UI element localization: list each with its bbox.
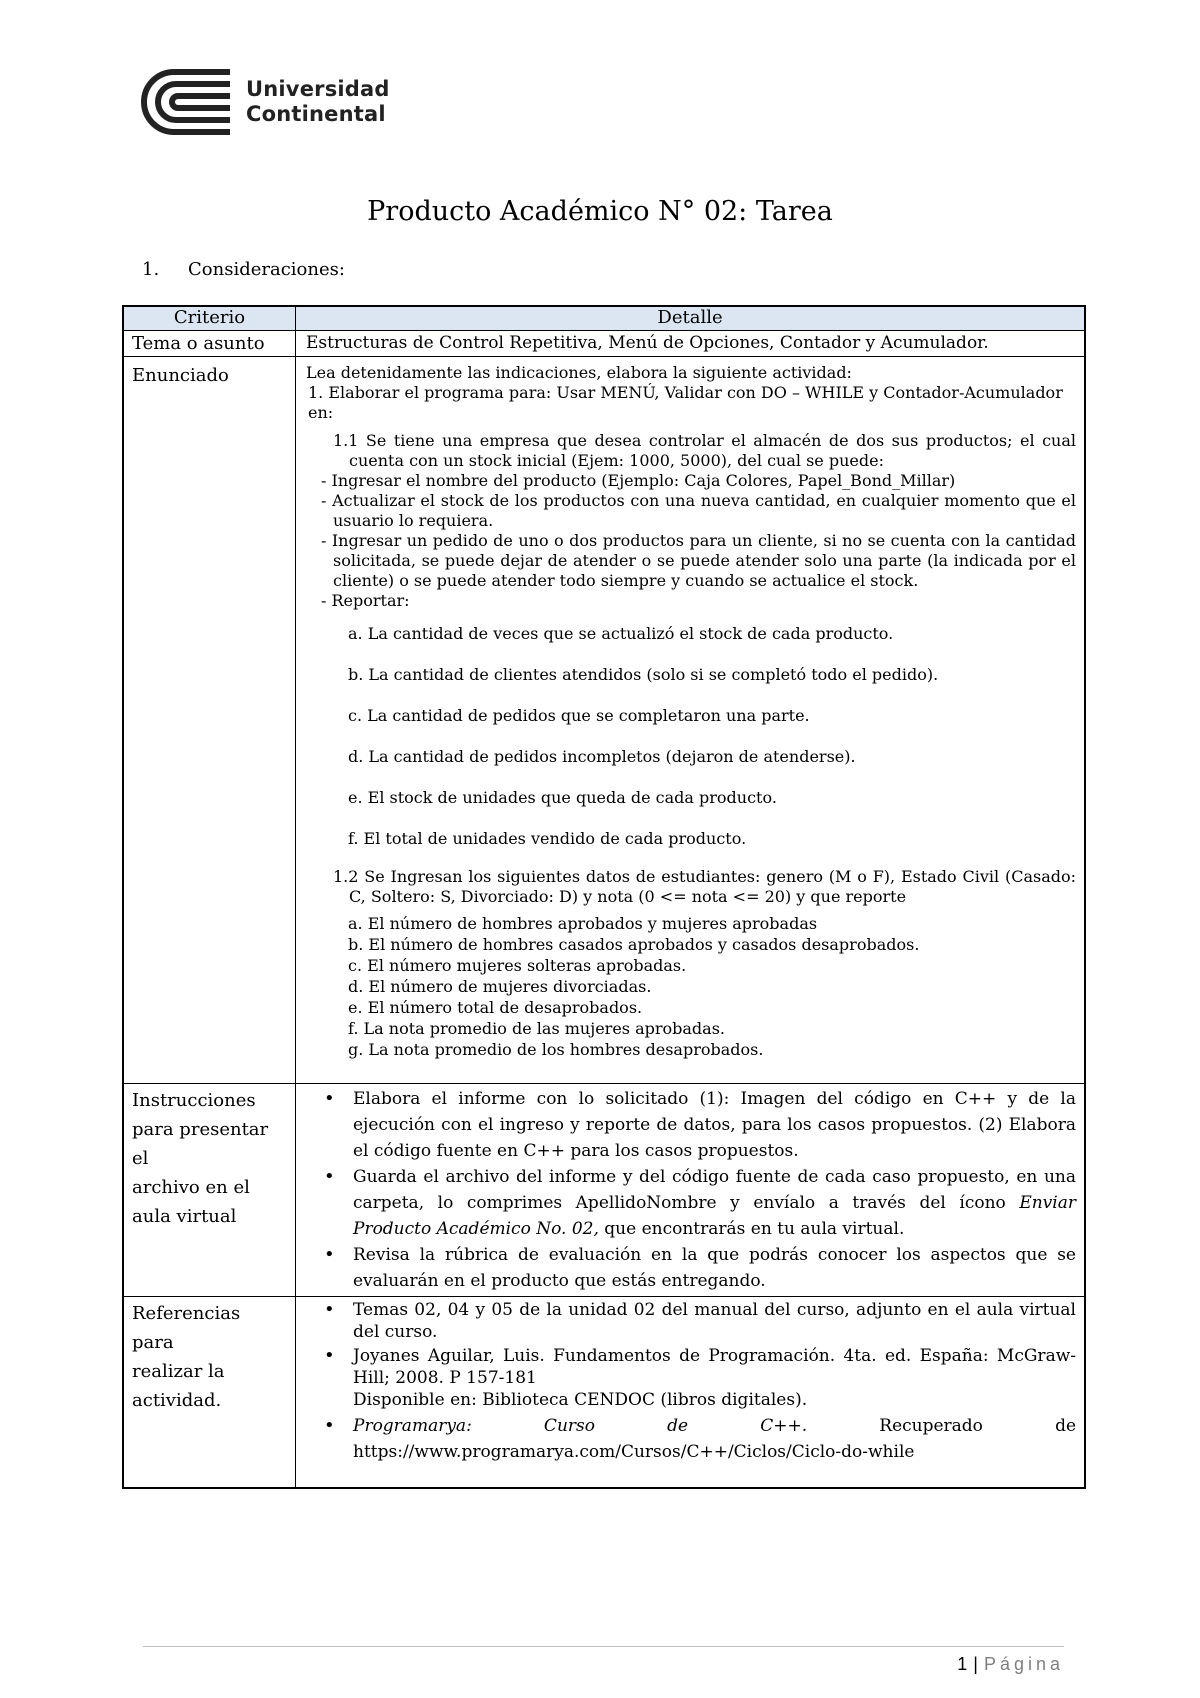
student-report-item: a. El número de hombres aprobados y mujeres aprobadas [348, 914, 818, 933]
footer-separator: | [973, 1654, 978, 1674]
table-header-row [123, 306, 1085, 331]
programarya-url: Recuperado de https://www.programarya.com/Cursos/C++/Ciclos/Ciclo-do-while [353, 1416, 1077, 1462]
reference-2: • Joyanes Aguilar, Luis. Fundamentos de Programación. 4ta. ed. España: McGraw-Hill; 2008. P 157-181 Disponible en: Biblioteca CENDOC (libros digitales). [306, 1345, 1076, 1413]
enviar-producto-label: Enviar Producto Académico No. 02, [353, 1193, 1076, 1239]
instruction-bullet-1: • Elabora el informe con lo solicitado (1): Imagen del código en C++ y de la ejecución con el ingreso y reporte de datos, para los casos propuestos. (2) Elabora el código fuente en C++ para los casos propuestos. [306, 1086, 1076, 1164]
student-report-item: f. La nota promedio de las mujeres aprobadas. [348, 1019, 725, 1038]
criterio-enunciado: Enunciado [123, 357, 296, 1084]
criterio-instrucciones [123, 1084, 296, 1297]
criterio-line: archivo en el [132, 1177, 250, 1198]
enunciado-item-1: 1. Elaborar el programa para: Usar MENÚ, Validar con DO – WHILE y Contador-Acumulador en: [308, 383, 1063, 422]
report-item: a. La cantidad de veces que se actualizó el stock de cada producto. [348, 624, 894, 643]
student-report-item: e. El número total de desaprobados. [348, 998, 643, 1017]
page-label: Página [983, 1654, 1064, 1674]
table-row-enunciado [123, 357, 1085, 1084]
criterio-line: Referencias para [132, 1303, 241, 1353]
detalle-tema: Estructuras de Control Repetitiva, Menú de Opciones, Contador y Acumulador. [296, 331, 1086, 357]
enunciado-intro: Lea detenidamente las indicaciones, elabora la siguiente actividad: [306, 363, 852, 382]
detalle-referencias [296, 1297, 1086, 1489]
enunciado-1-1: 1.1 Se tiene una empresa que desea controlar el almacén de dos sus productos; el cual cuenta con un stock inicial (Ejem: 1000, 5000), del cual se puede: [333, 431, 1076, 470]
enunciado-1-2: 1.2 Se Ingresan los siguientes datos de estudiantes: genero (M o F), Estado Civil (Casado: C, Soltero: S, Divorciado: D) y nota (0 <= nota <= 20) y que reporte [333, 867, 1076, 906]
enunciado-dash-3: - Ingresar un pedido de uno o dos productos para un cliente, si no se cuenta con la cantidad solicitada, se puede dejar de atender o se puede atender solo una parte (la indicada por el cliente) o se puede atender todo siempre y cuando se actualice el stock. [321, 531, 1076, 590]
criterio-tema: Tema o asunto [123, 331, 296, 357]
enunciado-dash-1: - Ingresar el nombre del producto (Ejemplo: Caja Colores, Papel_Bond_Millar) [321, 471, 956, 490]
report-item: f. El total de unidades vendido de cada producto. [348, 829, 747, 848]
university-logo [140, 68, 390, 136]
section-label: Consideraciones: [188, 259, 345, 280]
criterio-referencias [123, 1297, 296, 1489]
table-row-referencias [123, 1297, 1085, 1489]
student-report-item: b. El número de hombres casados aprobados y casados desaprobados. [348, 935, 920, 954]
table-row-instrucciones [123, 1084, 1085, 1297]
footer-divider [143, 1646, 1064, 1647]
report-item: c. La cantidad de pedidos que se completaron una parte. [348, 706, 810, 725]
criterio-line: actividad. [132, 1390, 222, 1411]
student-report-item: c. El número mujeres solteras aprobadas. [348, 956, 687, 975]
table-row-tema [123, 331, 1085, 357]
programarya-title: Programarya: Curso de C++. [353, 1416, 808, 1436]
report-item: d. La cantidad de pedidos incompletos (dejaron de atenderse). [348, 747, 856, 766]
report-item: b. La cantidad de clientes atendidos (solo si se completó todo el pedido). [348, 665, 939, 684]
considerations-table [122, 305, 1086, 1489]
enunciado-dash-2: - Actualizar el stock de los productos con una nueva cantidad, en cualquier momento que el usuario lo requiera. [321, 491, 1076, 530]
report-item: e. El stock de unidades que queda de cada producto. [348, 788, 777, 807]
instruction-bullet-2: • Guarda el archivo del informe y del código fuente de cada caso propuesto, en una carpeta, lo comprimes ApellidoNombre y envíalo a través del ícono Enviar Producto Académico No. 02, que encontrarás en tu aula virtual. [306, 1164, 1076, 1242]
reference-2-availability: Disponible en: Biblioteca CENDOC (libros digitales). [353, 1390, 808, 1410]
enunciado-dash-4: - Reportar: [321, 591, 410, 610]
page-footer [957, 1654, 1064, 1675]
detalle-enunciado [296, 357, 1086, 1084]
criterio-line: para presentar el [132, 1119, 269, 1169]
universidad-continental-c-logo-icon [140, 68, 232, 136]
section-heading [142, 259, 345, 280]
reference-1: • Temas 02, 04 y 05 de la unidad 02 del manual del curso, adjunto en el aula virtual del curso. [306, 1299, 1076, 1345]
reference-3 [306, 1413, 1076, 1467]
criterio-line: aula virtual [132, 1206, 237, 1227]
criterio-line: realizar la [132, 1361, 225, 1382]
student-report-item: d. El número de mujeres divorciadas. [348, 977, 652, 996]
page-number: 1 [957, 1654, 968, 1674]
logo-line-1: Universidad [246, 77, 390, 101]
section-number: 1. [142, 259, 160, 280]
student-report-item: g. La nota promedio de los hombres desaprobados. [348, 1040, 764, 1059]
detalle-instrucciones [296, 1084, 1086, 1297]
header-criterio: Criterio [123, 306, 296, 331]
document-title: Producto Académico N° 02: Tarea [367, 196, 833, 227]
header-detalle: Detalle [296, 306, 1086, 331]
criterio-line: Instrucciones [132, 1090, 256, 1111]
logo-line-2: Continental [246, 102, 386, 126]
instruction-bullet-3: • Revisa la rúbrica de evaluación en la que podrás conocer los aspectos que se evaluarán en el producto que estás entregando. [306, 1242, 1076, 1294]
